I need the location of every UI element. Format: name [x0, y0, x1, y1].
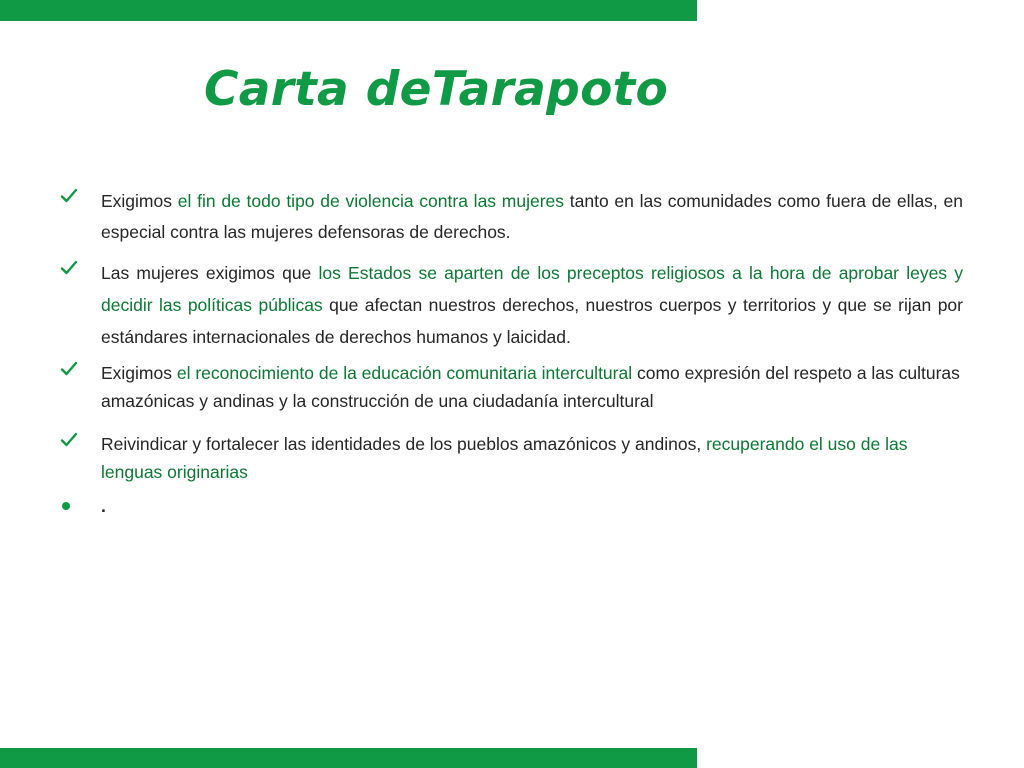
- list-item-text: [101, 430, 963, 486]
- text-part: como expresión del respeto a las culturas amazónicas y andinas y la construcción de una ciudadanía intercultural: [101, 363, 960, 411]
- bullet-dot: [62, 502, 70, 510]
- highlighted-text: los Estados se aparten de los preceptos religiosos a la hora de aprobar leyes y decidir las políticas públicas: [101, 263, 963, 315]
- text-part: Exigimos: [101, 363, 177, 383]
- list-item-text: [101, 186, 963, 248]
- text-part: Reivindicar y fortalecer las identidades de los pueblos amazónicos y andinos,: [101, 434, 707, 454]
- text-part: que afectan nuestros derechos, nuestros cuerpos y territorios y que se rijan por estándares internacionales de derechos humanos y laicidad.: [101, 295, 963, 347]
- highlighted-text: recuperando el uso de las lenguas originarias: [101, 434, 908, 482]
- list-item-text: [101, 492, 963, 520]
- checkmark-icon: [60, 431, 84, 455]
- list-item-text: [101, 359, 963, 415]
- checkmark-icon: [60, 360, 84, 384]
- bottom-accent-bar: [0, 748, 697, 768]
- top-accent-bar: [0, 0, 697, 21]
- text-part: tanto en las comunidades como fuera de ellas, en especial contra las mujeres defensoras de derechos.: [101, 191, 963, 242]
- text-part: .: [101, 496, 106, 516]
- list-item-text: [101, 257, 963, 353]
- slide-title: Carta deTarapoto: [204, 62, 669, 117]
- checkmark-icon: [60, 259, 84, 283]
- checkmark-icon: [60, 187, 84, 211]
- text-part: Las mujeres exigimos que: [101, 263, 319, 283]
- text-part: Exigimos: [101, 191, 178, 211]
- highlighted-text: el fin de todo tipo de violencia contra las mujeres: [177, 191, 565, 211]
- highlighted-text: el reconocimiento de la educación comunitaria intercultural: [176, 363, 633, 383]
